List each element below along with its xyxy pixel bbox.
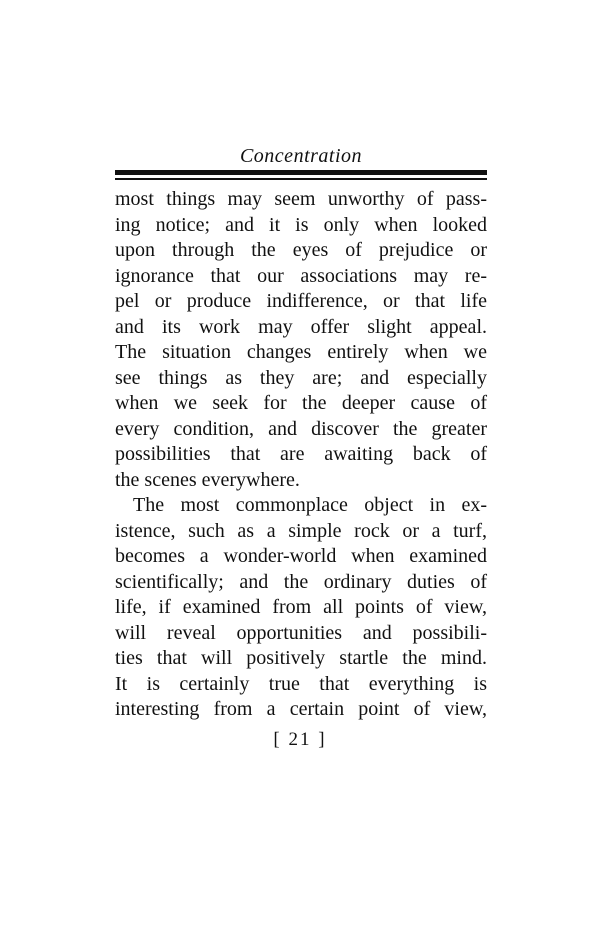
text-line: most things may seem unworthy of pass- xyxy=(115,188,487,210)
text-line: pel or produce indifference, or that life xyxy=(115,290,487,312)
text-line: istence, such as a simple rock or a turf, xyxy=(115,519,487,542)
text-line: ing notice; and it is only when looked xyxy=(115,213,487,236)
page-number: [ 21 ] xyxy=(273,729,327,750)
text-line: interesting from a certain point of view, xyxy=(115,698,487,720)
text-line: The most commonplace object in ex- xyxy=(133,494,487,516)
text-line: see things as they are; and especially xyxy=(115,366,487,389)
text-line: becomes a wonder-world when examined xyxy=(115,545,487,567)
text-line: ties that will positively startle the mind. xyxy=(115,647,487,669)
text-line: upon through the eyes of prejudice or xyxy=(115,239,487,261)
text-line: ignorance that our associations may re- xyxy=(115,264,487,287)
text-line: The situation changes entirely when we xyxy=(115,341,487,363)
body-text xyxy=(115,187,487,723)
text-line: and its work may offer slight appeal. xyxy=(115,315,487,338)
header-rule-thin xyxy=(115,178,487,180)
running-title: Concentration xyxy=(239,145,363,167)
text-line: It is certainly true that everything is xyxy=(115,672,487,695)
text-line: the scenes everywhere. xyxy=(115,468,300,491)
text-line: will reveal opportunities and possibili- xyxy=(115,621,487,644)
text-line: life, if examined from all points of view, xyxy=(115,596,487,618)
text-line: scientifically; and the ordinary duties of xyxy=(115,570,487,593)
text-line: every condition, and discover the greater xyxy=(115,417,487,440)
header-rule-thick xyxy=(115,170,487,175)
text-line: when we seek for the deeper cause of xyxy=(115,392,487,414)
text-line: possibilities that are awaiting back of xyxy=(115,443,487,465)
